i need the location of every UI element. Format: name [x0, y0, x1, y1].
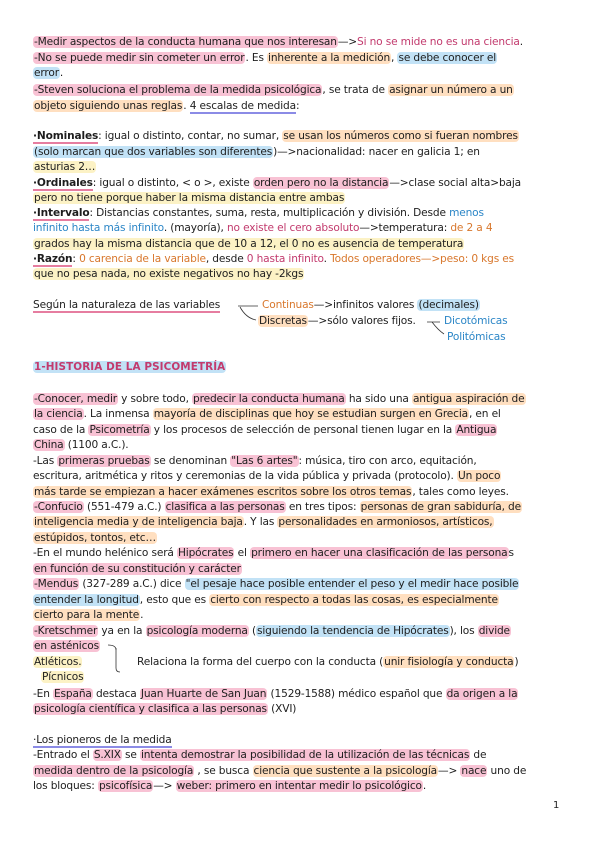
text: menos — [449, 207, 484, 219]
text: : — [72, 253, 80, 265]
text: , en el — [468, 408, 501, 420]
text-line — [262, 298, 480, 313]
highlight: siguiendo la tendencia de Hipócrates — [256, 625, 449, 637]
text: en tres tipos: — [285, 501, 360, 513]
highlight: divide — [478, 625, 510, 637]
text: (1100 a.C.). — [64, 439, 129, 451]
text: . Desde — [406, 207, 450, 219]
text: Politómicas — [447, 331, 506, 343]
highlight: primero en hacer una clasificación de las persona — [251, 547, 508, 559]
text-line — [258, 314, 416, 329]
text: no existe el cero absoluto — [226, 222, 360, 234]
text-line — [33, 577, 519, 592]
text-line — [33, 51, 497, 66]
text: Continuas — [262, 299, 314, 311]
term: ·Intervalo — [33, 207, 90, 219]
highlight: Atléticos. — [34, 656, 82, 668]
text-line — [33, 129, 519, 144]
highlight: asignar un número a un — [389, 84, 513, 96]
text-line — [33, 624, 511, 639]
highlight: en función de su constitución y carácter — [34, 563, 241, 575]
highlight: Psicometría — [89, 424, 150, 436]
text: Relaciona la forma del cuerpo con la conducta ( — [137, 656, 384, 668]
text: —>infinitos valores — [313, 299, 418, 311]
highlight: personas de gran sabiduría, de — [360, 501, 521, 513]
text: ha sido una — [345, 393, 412, 405]
text-line — [33, 733, 172, 748]
text: (327-289 a.C.) dice — [79, 578, 185, 590]
highlight: da origen a la — [446, 688, 518, 700]
text: : música, tiro con arco, equitación, — [298, 455, 477, 467]
highlight: -Mendus — [34, 578, 79, 590]
text: de 2 a 4 — [450, 222, 493, 234]
text: : Distancias constantes, suma, resta, multiplicación y división — [89, 207, 407, 219]
text: . — [422, 780, 427, 792]
text: Dicotómicas — [444, 315, 508, 327]
text-line — [447, 330, 505, 345]
text: destaca — [92, 688, 140, 700]
text-line — [33, 160, 96, 175]
text-line — [33, 35, 523, 50]
text-line — [33, 237, 464, 252]
text-line — [33, 423, 497, 438]
highlight: Juan Huarte de San Juan — [140, 688, 267, 700]
text: y los procesos de selección de personal tienen lugar en la — [150, 424, 456, 436]
text: . — [183, 100, 190, 112]
highlight: orden pero no la distancia — [253, 177, 389, 189]
text-line — [33, 748, 486, 763]
highlight: estúpidos, tontos, etc… — [34, 532, 156, 544]
text: Según la naturaleza de las variables — [33, 299, 221, 311]
page-number: 1 — [553, 800, 560, 811]
highlight: psicología científica y clasifica a las personas — [34, 703, 267, 715]
text: ) — [514, 656, 519, 668]
text: . — [59, 67, 64, 79]
text-line — [33, 531, 157, 546]
text-line — [33, 655, 82, 670]
text: . Es — [245, 52, 268, 64]
highlight: pero no tiene porque haber la misma distancia entre ambas — [34, 192, 345, 204]
text: -Entrado el — [33, 749, 93, 761]
highlight: -Kretschmer — [34, 625, 98, 637]
text-line — [33, 176, 521, 191]
text-line — [33, 500, 522, 515]
text: —>sólo valores fijos. — [307, 315, 416, 327]
text-line — [33, 515, 494, 530]
highlight: personalidades en armoniosos, artísticos, — [278, 516, 493, 528]
highlight: (decimales) — [418, 299, 479, 311]
text: : igual o distinto, < o >, existe — [92, 177, 253, 189]
highlight: cierto para la mente — [34, 609, 140, 621]
heading-text: 1-HISTORIA DE LA PSICOMETRÍA — [34, 361, 226, 373]
branch-arrow-dicotomicas — [427, 322, 444, 334]
text: —> — [337, 36, 358, 48]
highlight: más tarde se empiezan a hacer exámenes escritos sobre los otros temas — [34, 486, 412, 498]
text-line — [33, 438, 129, 453]
text: . — [323, 253, 331, 265]
highlight: que no pesa nada, no existe negativos no hay -2kgs — [34, 268, 304, 280]
highlight: Pícnicos — [42, 671, 84, 683]
highlight: -No se puede medir sin cometer un error — [34, 52, 245, 64]
highlight: primeras pruebas — [58, 455, 150, 467]
term: ·Nominales — [33, 130, 99, 142]
highlight: la ciencia — [34, 408, 83, 420]
text: , se busca — [194, 765, 253, 777]
highlight: -Confucio — [34, 501, 83, 513]
highlight: Discretas — [259, 315, 307, 327]
text-line — [33, 66, 63, 81]
text: . — [519, 36, 523, 48]
highlight: objeto siguiendo unas reglas — [34, 100, 183, 112]
text-line — [33, 546, 514, 561]
text: , se trata de — [322, 84, 389, 96]
text-line — [33, 298, 220, 313]
text: : igual o distinto, contar, no sumar, — [98, 130, 283, 142]
text: . La inmensa — [83, 408, 153, 420]
text-line — [33, 454, 477, 469]
text: , tales como leyes. — [412, 486, 509, 498]
brace-top — [108, 645, 116, 650]
text: infinito hasta más infinito — [33, 222, 164, 234]
term: ·Razón — [33, 253, 73, 265]
text: el — [234, 547, 251, 559]
highlight: nace — [461, 765, 487, 777]
text: (1529-1588) médico español que — [267, 688, 446, 700]
subheading: ·Los pioneros de la medida — [33, 734, 172, 746]
text-line — [33, 83, 514, 98]
highlight: mayoría de disciplinas que hoy se estudian surgen en Grecia — [153, 408, 468, 420]
highlight: ciencia que sustente a la psicología — [253, 765, 437, 777]
text: 0 carencia de la variable — [79, 253, 206, 265]
text: de — [470, 749, 487, 761]
text: . (mayoría), — [163, 222, 227, 234]
text-line — [33, 562, 242, 577]
highlight: antigua aspiración de — [412, 393, 525, 405]
highlight: Hipócrates — [177, 547, 234, 559]
text-line — [41, 670, 84, 685]
term: ·Ordinales — [33, 177, 93, 189]
text: —> — [153, 780, 176, 792]
text: -Las — [33, 455, 58, 467]
text-line — [33, 639, 100, 654]
text: (551-479 a.C.) — [83, 501, 165, 513]
text: -En — [33, 688, 53, 700]
text-line — [33, 206, 484, 221]
text: —>temperatura: — [359, 222, 451, 234]
highlight: cierto con respecto a todas las cosas, es especialmente — [210, 594, 498, 606]
text: —>clase social alta>baja — [389, 177, 522, 189]
text-line — [33, 702, 296, 717]
text: . — [140, 609, 144, 621]
text: (XVI) — [267, 703, 297, 715]
text-line — [33, 145, 480, 160]
text: , esto que es — [139, 594, 210, 606]
text-line — [33, 687, 518, 702]
text: ( — [248, 625, 256, 637]
text-line — [33, 764, 526, 779]
highlight: unir fisiología y conducta — [384, 656, 514, 668]
text: caso de la — [33, 424, 89, 436]
highlight: S.XIX — [93, 749, 121, 761]
highlight: China — [34, 439, 64, 451]
highlight: psicofísica — [98, 780, 153, 792]
highlight: grados hay la misma distancia que de 10 a 12, el 0 no es ausencia de temperatura — [34, 238, 464, 250]
text-line — [33, 191, 345, 206]
text: Si no se mide no es una ciencia — [357, 36, 520, 48]
text: y sobre todo, — [117, 393, 193, 405]
highlight: "Las 6 artes" — [231, 455, 298, 467]
text: Todos operadores—>peso: 0 kgs es — [330, 253, 515, 265]
text-line — [33, 469, 501, 484]
highlight: psicología moderna — [146, 625, 248, 637]
text: s — [508, 547, 514, 559]
highlight: "el pesaje hace posible entender el peso y el medir hace posible — [185, 578, 519, 590]
text: : — [295, 100, 300, 112]
highlight: -Conocer, medir — [34, 393, 117, 405]
text: . Y las — [243, 516, 278, 528]
highlight: entender la longitud — [34, 594, 139, 606]
text-line — [137, 655, 518, 670]
highlight: predecir la conducta humana — [193, 393, 345, 405]
branch-arrow-discretas — [240, 307, 256, 320]
highlight: Un poco — [457, 470, 501, 482]
text: se — [121, 749, 140, 761]
text-line — [33, 485, 509, 500]
highlight: inteligencia media y de inteligencia baja — [34, 516, 243, 528]
text: ya en la — [98, 625, 146, 637]
text: los bloques: — [33, 780, 98, 792]
highlight: intenta demostrar la posibilidad de la utilización de las técnicas — [141, 749, 470, 761]
text-line — [33, 593, 499, 608]
text: 0 hasta infinito — [246, 253, 324, 265]
highlight: clasifica a las personas — [165, 501, 285, 513]
highlight: Antigua — [456, 424, 497, 436]
text-line — [33, 779, 426, 794]
highlight: se usan los números como si fueran nombres — [283, 130, 518, 142]
highlight: weber: primero en intentar medir lo psicológico — [176, 780, 422, 792]
underline: 4 escalas de medida — [189, 100, 296, 112]
highlight: se debe conocer el — [398, 52, 497, 64]
highlight: inherente a la medición — [268, 52, 391, 64]
text-line — [33, 392, 526, 407]
text: -En el mundo helénico será — [33, 547, 177, 559]
highlight: medida dentro de la psicología — [34, 765, 194, 777]
highlight: -Steven soluciona el problema de la medida psicológica — [34, 84, 322, 96]
text: ), los — [449, 625, 478, 637]
text-line — [33, 99, 299, 114]
section-heading — [33, 360, 226, 375]
text-line — [33, 252, 514, 267]
text: , — [391, 52, 398, 64]
highlight: -Medir aspectos de la conducta humana que nos interesan — [34, 36, 337, 48]
text: uno de — [487, 765, 527, 777]
text-line — [33, 407, 501, 422]
text: escritura, aritmética y ritos y ceremonias de la vida pública y privada (protocolo). — [33, 470, 457, 482]
text: —> — [438, 765, 461, 777]
text: , desde — [205, 253, 247, 265]
text-line — [444, 314, 508, 329]
text: se denominan — [150, 455, 231, 467]
text-line — [33, 267, 304, 282]
brace-kretschmer — [116, 648, 120, 672]
text: )—>nacionalidad: nacer en galicia 1; en — [273, 146, 480, 158]
highlight: asturias 2… — [34, 161, 96, 173]
highlight: España — [54, 688, 92, 700]
highlight: (solo marcan que dos variables son diferentes — [34, 146, 273, 158]
highlight: error — [34, 67, 59, 79]
text-line — [33, 608, 143, 623]
text-line — [33, 221, 492, 236]
highlight: en asténicos — [34, 640, 99, 652]
